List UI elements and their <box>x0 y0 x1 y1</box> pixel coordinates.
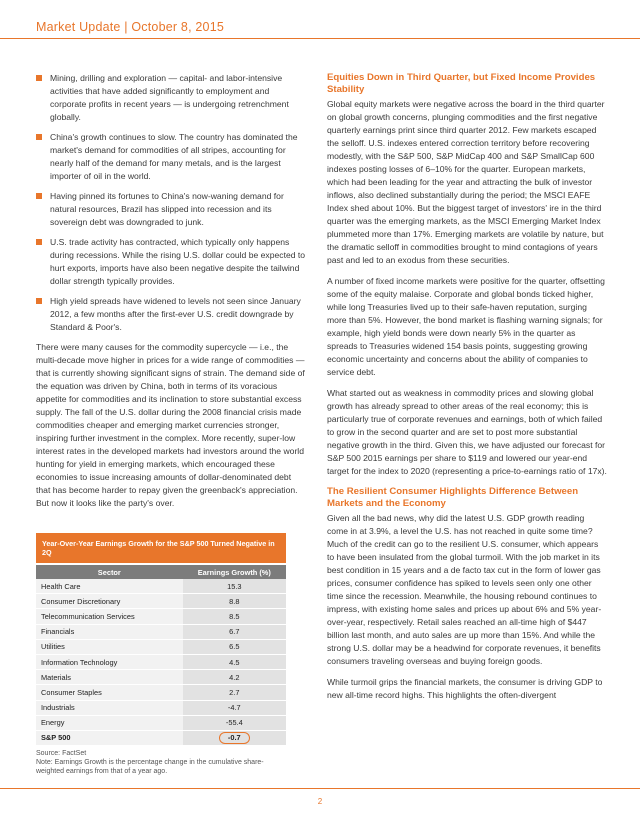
sector-cell: Information Technology <box>36 654 183 669</box>
sector-cell: Telecommunication Services <box>36 609 183 624</box>
bullet-square-icon <box>36 75 42 81</box>
bullet-text: U.S. trade activity has contracted, which typically only happens during recessions. While the rising U.S. dollar could be expected to hurt exports, imports have also been negative despite the tailwind dollar strength typically provides. <box>50 237 306 286</box>
bullet-item <box>36 190 306 229</box>
bullet-text: Mining, drilling and exploration — capital- and labor-intensive activities that have added significantly to employment and corporate profits in recent years — is undergoing retrenchment globally. <box>50 73 289 122</box>
page-header-title: Market Update | October 8, 2015 <box>36 20 225 34</box>
bullet-text: China's growth continues to slow. The country has dominated the market's demand for commodities of all stripes, accounting for nearly half of the demand for many metals, and is the largest importer of oil in the world. <box>50 132 298 181</box>
table-title: Year-Over-Year Earnings Growth for the S&P 500 Turned Negative in 2Q <box>36 533 286 563</box>
sector-cell: Consumer Staples <box>36 685 183 700</box>
bullet-list <box>36 72 306 334</box>
bullet-item <box>36 131 306 183</box>
growth-cell: 4.2 <box>183 670 286 685</box>
weakness-paragraph: What started out as weakness in commodity prices and slowing global growth has already spread to other areas of the real economy; this is particularly true of corporate revenues and earnings, both of which failed to grow in the second quarter and are set to post more substantial negative growth in the third. Given this, we have adjusted our forecast for S&P 500 2015 earnings per share to $119 and lowered our year-end target for the index to 2020 (representing a price-to-earnings ratio of 17x). <box>327 388 607 476</box>
table-source: Source: FactSet <box>36 750 87 758</box>
bullet-item <box>36 295 306 334</box>
growth-cell: -55.4 <box>183 715 286 730</box>
bullet-square-icon <box>36 134 42 140</box>
growth-cell: 8.5 <box>183 609 286 624</box>
footer-divider <box>0 788 640 789</box>
table-row <box>36 624 286 639</box>
total-sector-cell: S&P 500 <box>36 730 183 745</box>
growth-cell: 15.3 <box>183 579 286 594</box>
section-heading-consumer: The Resilient Consumer Highlights Difference Between Markets and the Economy <box>327 486 579 509</box>
growth-cell: 6.5 <box>183 639 286 654</box>
table-row <box>36 579 286 594</box>
table-note: Note: Earnings Growth is the percentage change in the cumulative share-weighted earnings from that of a year ago. <box>36 759 264 776</box>
sector-cell: Energy <box>36 715 183 730</box>
section-heading-equities: Equities Down in Third Quarter, but Fixed Income Provides Stability <box>327 72 596 95</box>
bullet-square-icon <box>36 298 42 304</box>
bullet-item <box>36 236 306 288</box>
earnings-table-box <box>36 533 286 776</box>
table-row <box>36 639 286 654</box>
growth-cell: 6.7 <box>183 624 286 639</box>
equities-paragraph: Global equity markets were negative across the board in the third quarter on global growth concerns, plunging commodities and the first negative quarterly earnings print since third quarter 2012. Few markets escaped the selloff. U.S. indexes entered correction territory before recovering modestly, with the S&P 500, S&P MidCap 400 and S&P SmallCap 600 indexes posting losses of 6–10% for the quarter. European markets, which had been leading for the year and attracting the bulk of investor inflows, also declined substantially during the period; the MSCI EAFE Index shed about 10%. But the biggest target of investors' ire in the third quarter was the emerging markets, as the MSCI Emerging Market Index plummeted more than 17%. Emerging markets are volatile by nature, but the dramatic selloff in commodities brought to mind contagions of years past and led to an exodus from these securities. <box>327 99 605 265</box>
fixed-income-paragraph: A number of fixed income markets were positive for the quarter, offsetting some of the equity malaise. Corporate and global bonds ticked higher, while long Treasuries lived up to their safe-haven reputation, surging more than 5%. However, the bond market is flashing warning signals; for example, high yield bonds were down nearly 5% in the quarter as spreads to Treasuries widened 154 basis points, suggesting growing economic uncertainty and concerns about the ability of companies to service debt. <box>327 276 605 377</box>
header-divider <box>0 38 640 39</box>
left-column <box>36 72 306 518</box>
bullet-item <box>36 72 306 124</box>
sector-cell: Financials <box>36 624 183 639</box>
bullet-text: Having pinned its fortunes to China's now-waning demand for natural resources, Brazil has slipped into recession and its sovereign debt was downgraded to junk. <box>50 191 284 227</box>
table-total-row <box>36 730 286 745</box>
table-row <box>36 609 286 624</box>
table-row <box>36 654 286 669</box>
growth-column-header: Earnings Growth (%) <box>183 565 286 579</box>
table-row <box>36 685 286 700</box>
table-row <box>36 700 286 715</box>
growth-cell: 2.7 <box>183 685 286 700</box>
bullet-text: High yield spreads have widened to levels not seen since January 2012, a few months after the first-ever U.S. credit downgrade by Standard & Poor's. <box>50 296 301 332</box>
sector-column-header: Sector <box>36 565 183 579</box>
table-row <box>36 594 286 609</box>
table-row <box>36 715 286 730</box>
growth-cell: 8.8 <box>183 594 286 609</box>
consumer-paragraph: Given all the bad news, why did the latest U.S. GDP growth reading come in at 3.9%, a level the U.S. has not reached in quite some time? Much of the credit can go to the resilient U.S. consumer, which appears to have been insulated from the global turmoil. With the job market in its best condition in 15 years and a de facto tax cut in the form of lower gas prices, consumer confidence has spiked to levels seen only one other time since the recession. Meanwhile, the housing rebound continues to impress, with existing home sales and prices up about 6% and 5% year-over-year, respectively. Retail sales reached an all-time high of $447 billion last month, and auto sales are up more than 15%. And while the strong U.S. dollar may be a headwind for corporate revenues, it benefits consumers traveling overseas and buying foreign goods. <box>327 513 602 666</box>
earnings-growth-table <box>36 565 286 746</box>
sector-cell: Health Care <box>36 579 183 594</box>
table-row <box>36 670 286 685</box>
table-header-row <box>36 565 286 579</box>
sector-cell: Materials <box>36 670 183 685</box>
page-number: 2 <box>317 797 323 806</box>
bullet-square-icon <box>36 193 42 199</box>
bullet-square-icon <box>36 239 42 245</box>
growth-cell: -4.7 <box>183 700 286 715</box>
total-growth-cell <box>183 730 286 745</box>
sector-cell: Utilities <box>36 639 183 654</box>
sector-cell: Industrials <box>36 700 183 715</box>
commodity-paragraph: There were many causes for the commodity supercycle — i.e., the multi-decade move higher in prices for a wide range of commodities — that is currently showing significant signs of strain. The demand side of the equation was driven by China, both in terms of its voracious appetite for commodities and its inclination to store substantial excess supply. The fall of the U.S. dollar during the 2008 financial crisis made commodities cheaper and emerging market currencies stronger, inspiring further investment in the complex. More recently, super-low interest rates in the developed markets had investors around the world hunting for yield in emerging markets, which encouraged these economies to issue increasing amounts of dollar-denominated debt that has become harder to repay given the greenback's appreciation. But now it looks like the party's over. <box>36 342 305 508</box>
sector-cell: Consumer Discretionary <box>36 594 183 609</box>
turmoil-paragraph: While turmoil grips the financial markets, the consumer is driving GDP to new all-time record highs. This highlights the often-divergent <box>327 677 603 700</box>
right-column <box>327 72 607 710</box>
highlight-circle: -0.7 <box>219 732 250 744</box>
growth-cell: 4.5 <box>183 654 286 669</box>
